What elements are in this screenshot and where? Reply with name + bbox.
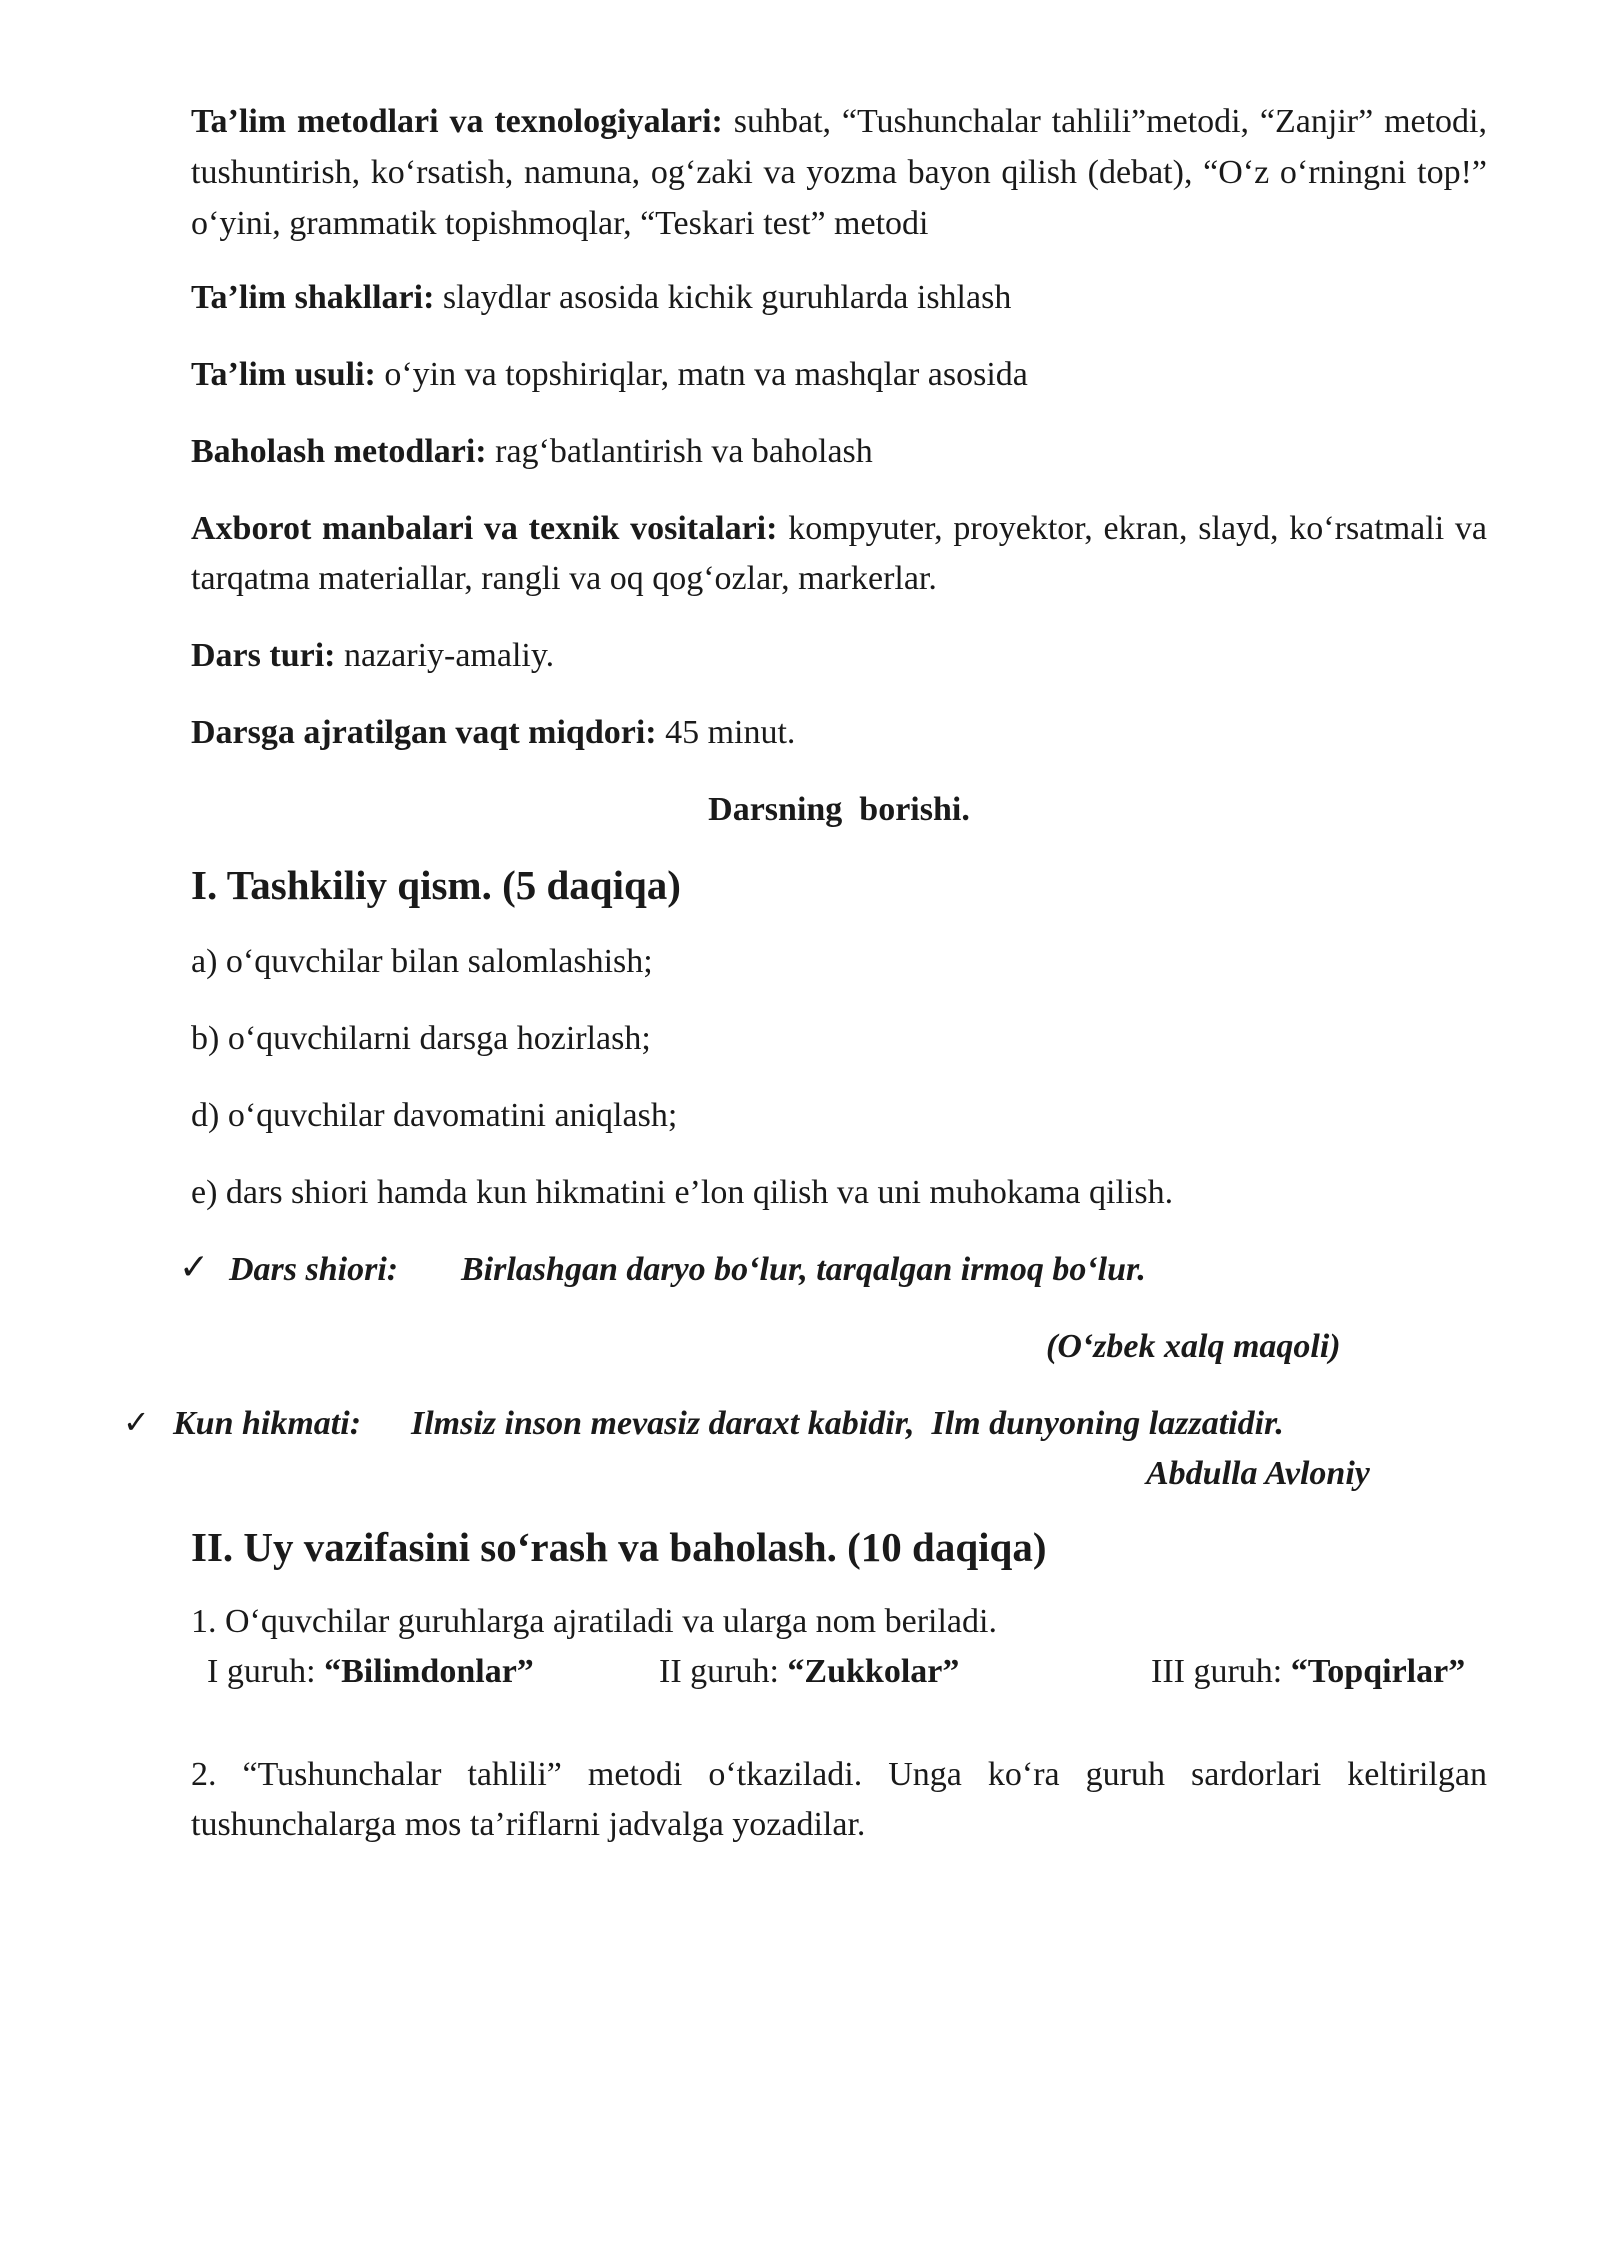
wisdom-author-row	[191, 1449, 1487, 1499]
forms-label: Ta’lim shakllari:	[191, 279, 435, 316]
forms-paragraph	[191, 273, 1487, 323]
methods-text: suhbat, “Tushunchalar tahlili”metodi, “Zanjir” metodi, tushuntirish, ko‘rsatish, namuna, og‘zaki va yozma bayon qilish (debat), “O‘z o‘rningni top!” o‘yini, grammatik topishmoqlar, “Teskari test” metodi	[191, 103, 1487, 242]
section1-item: d) o‘quvchilar davomatini aniqlash;	[191, 1097, 678, 1134]
time-label: Darsga ajratilgan vaqt miqdori:	[191, 714, 657, 751]
type-text: nazariy-amaliy.	[335, 637, 555, 674]
forms-text: slaydlar asosida kichik guruhlarda ishlash	[434, 279, 1012, 316]
check-icon: ✓	[123, 1403, 150, 1441]
motto-label: Dars shiori:	[229, 1251, 399, 1288]
way-paragraph	[191, 350, 1487, 400]
section1-item: a) o‘quvchilar bilan salomlashish;	[191, 943, 653, 980]
group-item	[207, 1647, 534, 1697]
sources-label: Axborot manbalari va texnik vositalari:	[191, 510, 778, 547]
motto-source: (O‘zbek xalq maqoli)	[1046, 1328, 1341, 1365]
check-icon: ✓	[179, 1247, 210, 1288]
type-label: Dars turi:	[191, 637, 336, 674]
motto-source-row	[191, 1322, 1487, 1372]
section1-title: I. Tashkiliy qism. (5 daqiqa)	[191, 862, 681, 908]
section1-item: e) dars shiori hamda kun hikmatini e’lon qilish va uni muhokama qilish.	[191, 1174, 1174, 1211]
wisdom-row	[123, 1399, 1487, 1449]
step2-text: 2. “Tushunchalar tahlili” metodi o‘tkaziladi. Unga ko‘ra guruh sardorlari keltirilgan tushunchalarga mos ta’riflarni jadvalga yozadilar.	[191, 1756, 1487, 1843]
group-label: I guruh:	[207, 1653, 325, 1690]
lesson-heading: Darsning borishi.	[708, 791, 970, 828]
way-label: Ta’lim usuli:	[191, 356, 376, 393]
section2-title: II. Uy vazifasini so‘rash va baholash. (10 daqiqa)	[191, 1524, 1047, 1570]
group-name: “Zukkolar”	[787, 1653, 960, 1690]
time-text: 45 minut.	[656, 714, 796, 751]
group-label: II guruh:	[659, 1653, 788, 1690]
document-page	[123, 96, 1487, 1850]
group-name: “Topqirlar”	[1290, 1653, 1466, 1690]
group-name: “Bilimdonlar”	[324, 1653, 534, 1690]
methods-paragraph	[191, 96, 1487, 249]
methods-label: Ta’lim metodlari va texnologiyalari:	[191, 103, 723, 140]
groups-row	[191, 1647, 1487, 1697]
wisdom-author: Abdulla Avloniy	[1146, 1455, 1370, 1492]
assess-paragraph	[191, 427, 1487, 477]
motto-text: Birlashgan daryo bo‘lur, tarqalgan irmoq bo‘lur.	[461, 1251, 1146, 1288]
step1-text: 1. O‘quvchilar guruhlarga ajratiladi va ularga nom beriladi.	[191, 1603, 997, 1640]
wisdom-label: Kun hikmati:	[173, 1405, 362, 1442]
assess-text: rag‘batlantirish va baholash	[486, 433, 873, 470]
time-paragraph	[191, 708, 1487, 758]
group-label: III guruh:	[1151, 1653, 1291, 1690]
motto-row	[179, 1245, 1487, 1295]
group-item	[659, 1647, 959, 1697]
way-text: o‘yin va topshiriqlar, matn va mashqlar asosida	[375, 356, 1028, 393]
section1-item: b) o‘quvchilarni darsga hozirlash;	[191, 1020, 651, 1057]
assess-label: Baholash metodlari:	[191, 433, 487, 470]
wisdom-text: Ilmsiz inson mevasiz daraxt kabidir, Ilm dunyoning lazzatidir.	[411, 1405, 1284, 1442]
type-paragraph	[191, 631, 1487, 681]
group-item	[1151, 1647, 1465, 1697]
sources-paragraph	[191, 504, 1487, 604]
sources-text: kompyuter, proyektor, ekran, slayd, ko‘rsatmali va tarqatma materiallar, rangli va oq qog‘ozlar, markerlar.	[191, 510, 1487, 597]
